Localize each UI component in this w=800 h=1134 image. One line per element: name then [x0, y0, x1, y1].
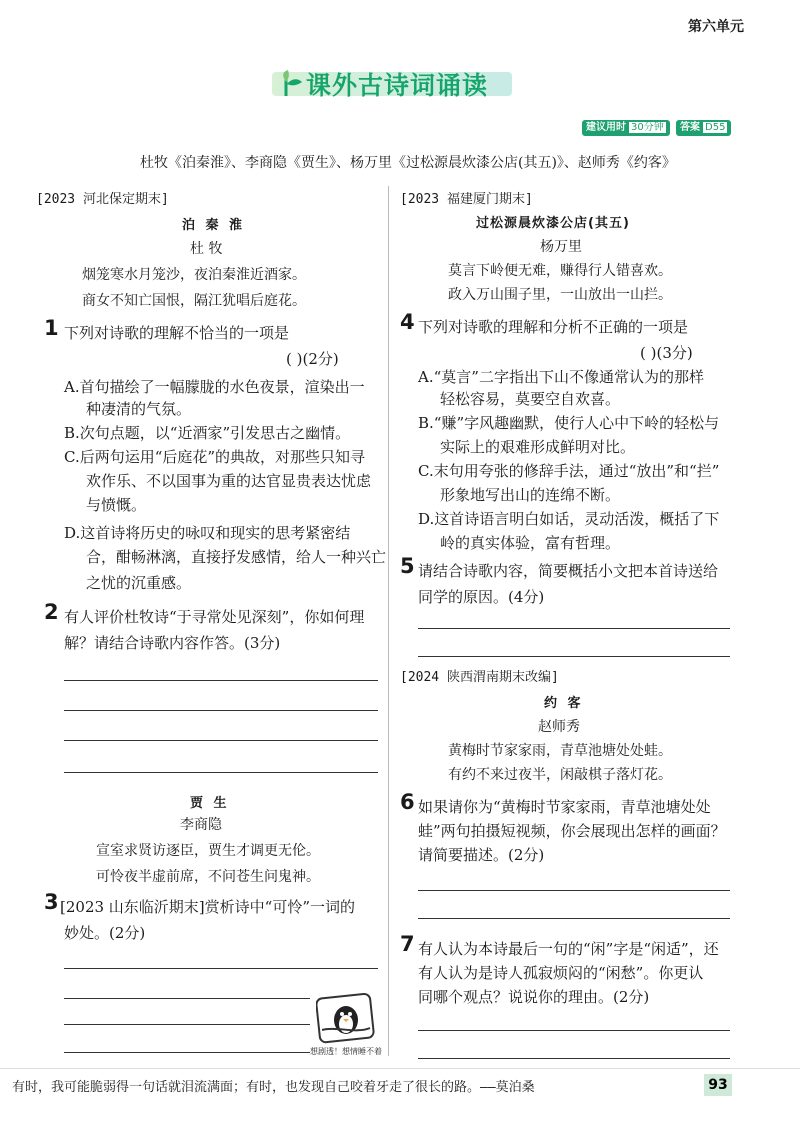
sprout-icon [280, 68, 306, 98]
question-text: 如果请你为“黄梅时节家家雨，青草池塘处处 [418, 798, 711, 816]
option-line: B.“赚”字风趣幽默，使行人心中下岭的轻松与 [418, 414, 720, 432]
question-text: 有人评价杜牧诗“于寻常处见深刻”，你如何理 [64, 608, 365, 626]
question-text: 解？请结合诗歌内容作答。(3分) [64, 634, 281, 652]
poem2-title: 贾 生 [190, 796, 230, 811]
question-number: 7 [400, 932, 415, 956]
answer-label: 答案 [680, 122, 700, 133]
option-line: 欢作乐、不以国事为重的达官显贵表达忧虑 [86, 472, 372, 490]
option-line: 岭的真实体验，富有哲理。 [440, 534, 621, 552]
answer-line[interactable] [64, 1052, 310, 1053]
question-text: 妙处。(2分) [64, 924, 146, 942]
question-text: 同哪个观点？说说你的理由。(2分) [418, 988, 650, 1006]
suggested-time-badge [582, 120, 670, 136]
poem1-line: 商女不知亡国恨，隔江犹唱后庭花。 [82, 293, 306, 309]
poem3-author: 杨万里 [540, 239, 582, 255]
penguin-cartoon-icon [316, 990, 376, 1046]
answer-blank[interactable]: ( )(2分) [286, 350, 339, 368]
question-text: 有人认为是诗人孤寂烦闷的“闲愁”。你更认 [418, 964, 704, 982]
answer-line[interactable] [418, 918, 730, 919]
poem3-line: 政入万山围子里，一山放出一山拦。 [448, 287, 672, 303]
answer-line[interactable] [418, 656, 730, 657]
option-line: 实际上的艰难形成鲜明对比。 [440, 438, 636, 456]
question-text: 同学的原因。(4分) [418, 588, 545, 606]
option-line: 合，酣畅淋漓，直接抒发感情，给人一种兴亡 [86, 548, 387, 566]
option-line: C.末句用夸张的修辞手法，通过“放出”和“拦” [418, 462, 720, 480]
option-line: 形象地写出山的连绵不断。 [440, 486, 621, 504]
option-line: 之忧的沉重感。 [86, 574, 192, 592]
poem1-line: 烟笼寒水月笼沙，夜泊秦淮近酒家。 [82, 267, 306, 283]
question-text: [2023 山东临沂期末]赏析诗中“可怜”一词的 [60, 898, 355, 916]
poem1-author: 杜 牧 [190, 241, 223, 257]
poem2-line: 可怜夜半虚前席，不问苍生问鬼神。 [96, 869, 320, 885]
poem4-line: 黄梅时节家家雨，青草池塘处处蛙。 [448, 743, 672, 759]
question-text: 有人认为本诗最后一句的“闲”字是“闲适”，还 [418, 940, 719, 958]
time-value: 30分钟 [631, 122, 664, 133]
option-line: 种凄清的气氛。 [86, 400, 192, 418]
section-title-banner [272, 64, 512, 104]
poem2-line: 宣室求贤访逐臣，贾生才调更无伦。 [96, 843, 320, 859]
answer-page-badge [676, 120, 731, 136]
answer-line[interactable] [418, 1058, 730, 1059]
cartoon-caption: 想剧透！想情睡不着 [310, 1047, 382, 1056]
option-line: C.后两句运用“后庭花”的典故，对那些只知寻 [64, 448, 366, 466]
poem3-source: [2023 福建厦门期末] [400, 192, 533, 207]
page-number: 93 [704, 1074, 732, 1096]
poem4-line: 有约不来过夜半，闲敲棋子落灯花。 [448, 767, 672, 783]
poem3-line: 莫言下岭便无难，赚得行人错喜欢。 [448, 263, 672, 279]
poem3-title: 过松源晨炊漆公店(其五) [476, 216, 630, 231]
question-number: 3 [44, 890, 59, 914]
answer-page: D55 [705, 122, 726, 133]
question-text: 请结合诗歌内容，简要概括小文把本首诗送给 [418, 562, 719, 580]
question-text: 蛙”两句拍摄短视频，你会展现出怎样的画面？ [418, 822, 726, 840]
question-number: 6 [400, 790, 415, 814]
question-text: 下列对诗歌的理解不恰当的一项是 [64, 324, 290, 342]
poem-list-intro: 杜牧《泊秦淮》、李商隐《贾生》、杨万里《过松源晨炊漆公店(其五)》、赵师秀《约客》 [140, 155, 676, 171]
option-line: A.“莫言”二字指出下山不像通常认为的那样 [418, 368, 704, 386]
poem2-author: 李商隐 [180, 817, 222, 833]
poem4-title: 约 客 [544, 696, 584, 711]
answer-line[interactable] [418, 1030, 730, 1031]
footer-quote: 有时，我可能脆弱得一句话就泪流满面；有时，也发现自己咬着牙走了很长的路。——莫泊桑 [12, 1080, 535, 1095]
answer-line[interactable] [64, 772, 378, 773]
footer-divider [0, 1068, 800, 1069]
answer-line[interactable] [64, 680, 378, 681]
poem4-author: 赵师秀 [538, 719, 580, 735]
option-line: D.这首诗语言明白如话，灵动活泼，概括了下 [418, 510, 720, 528]
time-label: 建议用时 [586, 122, 626, 133]
question-text: 请简要描述。(2分) [418, 846, 545, 864]
question-number: 5 [400, 554, 415, 578]
answer-line[interactable] [64, 968, 378, 969]
poem1-source: [2023 河北保定期末] [36, 192, 169, 207]
question-number: 2 [44, 600, 59, 624]
answer-line[interactable] [64, 1024, 310, 1025]
unit-label: 第六单元 [688, 19, 744, 35]
option-line: D.这首诗将历史的咏叹和现实的思考紧密结 [64, 524, 351, 542]
option-line: A.首句描绘了一幅朦胧的水色夜景，渲染出一 [64, 378, 365, 396]
option-line: B.次句点题，以“近酒家”引发思古之幽情。 [64, 424, 351, 442]
answer-line[interactable] [64, 740, 378, 741]
answer-line[interactable] [418, 628, 730, 629]
poem4-source: [2024 陕西渭南期末改编] [400, 670, 559, 685]
answer-line[interactable] [64, 710, 378, 711]
question-number: 4 [400, 310, 415, 334]
answer-line[interactable] [64, 998, 310, 999]
question-number: 1 [44, 316, 59, 340]
answer-blank[interactable]: ( )(3分) [640, 344, 693, 362]
column-divider [388, 186, 389, 1056]
poem1-title: 泊 秦 淮 [182, 218, 246, 233]
option-line: 轻松容易，莫要空自欢喜。 [440, 390, 621, 408]
answer-line[interactable] [418, 890, 730, 891]
page-title: 课外古诗词诵读 [306, 71, 489, 100]
question-text: 下列对诗歌的理解和分析不正确的一项是 [418, 318, 689, 336]
option-line: 与愤慨。 [86, 496, 147, 514]
